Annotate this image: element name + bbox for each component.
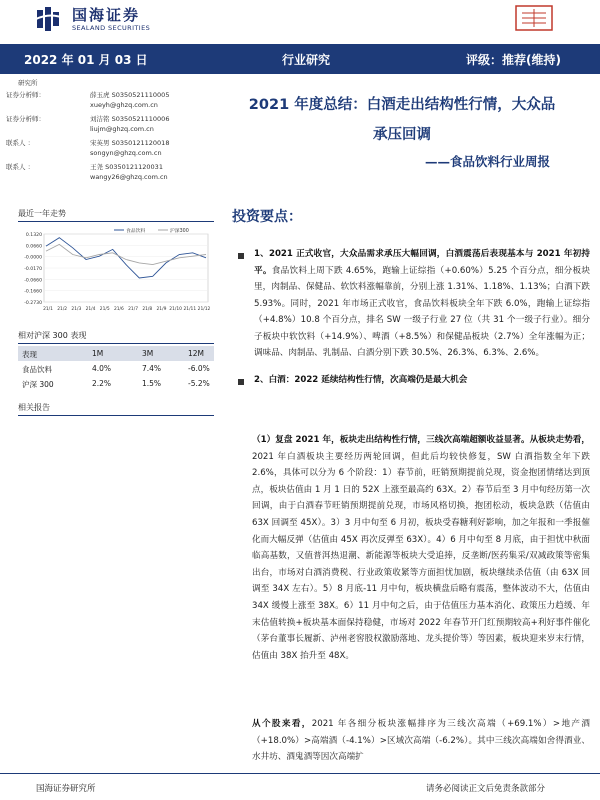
logo-english-name: SEALAND SECURITIES <box>72 24 151 32</box>
related-reports-label: 相关报告 <box>18 403 50 412</box>
x-tick-label: 21/11 <box>183 307 197 312</box>
table-header-cell: 1M <box>92 349 104 358</box>
logo-chinese-name: 国海证券 <box>72 6 141 24</box>
legend-label: 沪深300 <box>170 229 189 234</box>
key-point-2 <box>254 372 590 389</box>
bullet-icon <box>238 379 244 385</box>
paragraph-text: 2021 年各细分板块涨幅排序为三线次高端（+69.1%）>地产酒（+18.0%）>高端酒（-4.1%）>区域次高端（-6.2%）。其中三线次高端如舍得酒业、水井坊、酒鬼酒等因次高端扩 <box>252 719 590 763</box>
section-divider <box>18 343 214 344</box>
section-divider <box>18 415 214 416</box>
body-paragraph-stocks <box>252 716 590 770</box>
analyst-name: 薛玉虎 S0350521110005 <box>90 91 170 99</box>
table-header-row <box>18 346 214 361</box>
analyst-email[interactable]: liujm@ghzq.com.cn <box>90 125 154 133</box>
footer-right: 请务必阅读正文后免责条款部分 <box>426 784 546 794</box>
section-divider <box>18 221 214 222</box>
logo-mark-icon <box>36 6 66 32</box>
analyst-name: 刘洁铭 S0350521110006 <box>90 115 170 123</box>
analyst-section-title: 研究所 <box>18 79 38 87</box>
table-row <box>18 376 214 391</box>
trend-chart-svg <box>18 226 214 320</box>
table-cell: 2.2% <box>92 379 112 388</box>
table-cell: 食品饮料 <box>22 365 52 374</box>
y-tick-label: -0.0660 <box>24 278 42 284</box>
table-cell: -6.0% <box>188 364 210 373</box>
table-cell: 7.4% <box>142 364 162 373</box>
paragraph-lead: （1）复盘 2021 年，板块走出结构性行情，三线次高端超额收益显著。从板块走势看， <box>252 435 590 445</box>
y-tick-label: -0.0170 <box>24 267 42 272</box>
y-tick-label: -0.2730 <box>24 301 42 306</box>
table-cell: 沪深 300 <box>22 380 54 389</box>
paragraph-lead: 从个股来看， <box>252 719 312 729</box>
table-cell: 1.5% <box>142 379 162 388</box>
x-tick-label: 21/3 <box>71 307 82 312</box>
analyst-role: 证券分析师： <box>6 91 45 99</box>
table-header-cell: 12M <box>188 349 205 358</box>
analyst-email[interactable]: wangy26@ghzq.com.cn <box>90 173 168 181</box>
analyst-email[interactable]: xueyh@ghzq.com.cn <box>90 101 158 109</box>
trend-section-label: 最近一年走势 <box>18 209 66 218</box>
y-tick-label: 0.1320 <box>25 233 42 238</box>
page-header <box>0 0 600 44</box>
x-tick-label: 21/2 <box>57 307 68 312</box>
y-tick-label: 0.0660 <box>25 244 42 250</box>
x-tick-label: 21/8 <box>142 307 153 312</box>
key-points-heading: 投资要点： <box>232 209 302 225</box>
perf-section-label: 相对沪深 300 表现 <box>18 331 87 340</box>
x-tick-label: 21/6 <box>113 307 124 312</box>
y-tick-label: -0.1660 <box>24 289 42 295</box>
analyst-role: 联系人 ： <box>6 139 35 147</box>
x-tick-label: 21/1 <box>43 307 53 312</box>
body-paragraph-review <box>252 432 590 708</box>
table-cell: 4.0% <box>92 364 112 373</box>
report-date: 2022 年 01 月 03 日 <box>24 53 148 67</box>
x-tick-label: 21/10 <box>169 307 182 312</box>
table-header-cell: 表现 <box>22 350 37 359</box>
report-title <box>222 90 582 174</box>
analyst-name: 王尧 S0350121120031 <box>90 163 163 171</box>
table-row <box>18 361 214 376</box>
bullet-icon <box>238 253 244 259</box>
key-point-1-text: 食品饮料上周下跌 4.65%，跑输上证综指（+0.60%）5.25 个百分点，细分板块里，肉制品、保健品、软饮料涨幅靠前，分别上涨 1.31%、1.18%、1.13%；白酒下跌 5.93%。同时，2021 年市场正式收官，食品饮料板块全年下跌 6.0%，跑输上证综指（+4.8%）10.8 个百分点，排名 SW 一级子行业 27 位（共 31 个一级子行业）。细分子板块中软饮料（+14.9%）、啤酒（+8.5%）和保健品板块（2.7%）全年涨幅为正；调味品、肉制品、乳制品、白酒分别下跌 30.5%、26.3%、6.3%、2.6%。 <box>254 265 590 358</box>
legend-label: 食品饮料 <box>126 229 146 234</box>
title-line-1: 2021 年度总结：白酒走出结构性行情，大众品 <box>248 97 556 113</box>
paragraph-text: 2021 年白酒板块主要经历两轮回调，但此后均较快修复，SW 白酒指数全年下跌 2.6%，具体可以分为 6 个阶段：1）春节前，旺销预期提前兑现，资金抱团情绪达到顶点，板块估值由 1 月 1 日的 52X 上涨至最高约 63X。2）春节后至 3 月中旬经历第一次回调，由于白酒春节旺销预期提前兑现，市场风格切换，抱团松动，板块急跌（估值由 63X 回调至 45X）。3）3 月中旬至 6 月初，板块受春糖利好影响，加之年报和一季报催化而大幅反弹（估值由 45X 再次反弹至 63X）。4）6 月中旬至 8 月底，由于担忧中秋面临高基数，又值普洱热退潮、新能源等板块大受追捧，反垄断/医药集采/双减政策等密集出台，市场对白酒消费税、行业政策收紧等方面担忧加剧，板块继续杀估值（由 63X 回调至 34X 左右）。5）8 月底-11 月中旬，板块横盘后略有震荡，整体波动不大，估值由 34X 缓慢上涨至 38X。6）11 月中旬之后，由于估值压力基本消化、政策压力趋缓、年末估值转换+板块基本面保持稳健，市场对 2022 年春节开门红预期较高+利好事件催化（茅台董事长履新、泸州老窖股权激励落地、龙头提价等）等因素，板块迎来岁末行情，估值由 38X 抬升至 48X。 <box>252 451 590 661</box>
analyst-role: 联系人 ： <box>6 163 35 171</box>
key-point-2-heading: 2、白酒：2022 延续结构性行情，次高端仍是最大机会 <box>254 375 468 385</box>
analyst-name: 宋英男 S0350121120018 <box>90 139 170 147</box>
analyst-role: 证券分析师： <box>6 115 45 123</box>
trend-chart <box>18 226 214 320</box>
seal-stamp-icon <box>514 4 554 32</box>
key-point-1 <box>254 246 590 366</box>
table-header-cell: 3M <box>142 349 154 358</box>
title-line-2: 承压回调 <box>373 127 431 143</box>
table-cell: -5.2% <box>188 379 210 388</box>
report-banner <box>0 44 600 74</box>
key-point-1-heading: 1、2021 正式收官，大众品需求承压大幅回调，白酒震荡后表现基本与 2021 年初持平。 <box>254 249 590 276</box>
x-tick-label: 21/9 <box>156 307 167 312</box>
footer-left: 国海证券研究所 <box>36 784 96 794</box>
x-tick-label: 21/12 <box>197 307 211 312</box>
page-footer <box>0 773 600 800</box>
x-tick-label: 21/7 <box>128 307 139 312</box>
y-tick-label: -0.0000 <box>24 255 42 261</box>
company-logo <box>36 6 150 32</box>
x-tick-label: 21/5 <box>99 307 110 312</box>
report-rating: 评级：推荐(维持) <box>466 53 561 67</box>
performance-table <box>18 346 214 391</box>
analyst-email[interactable]: songyn@ghzq.com.cn <box>90 149 162 157</box>
report-type: 行业研究 <box>282 53 331 67</box>
x-tick-label: 21/4 <box>85 307 96 312</box>
title-subtitle: ——食品饮料行业周报 <box>424 154 550 169</box>
